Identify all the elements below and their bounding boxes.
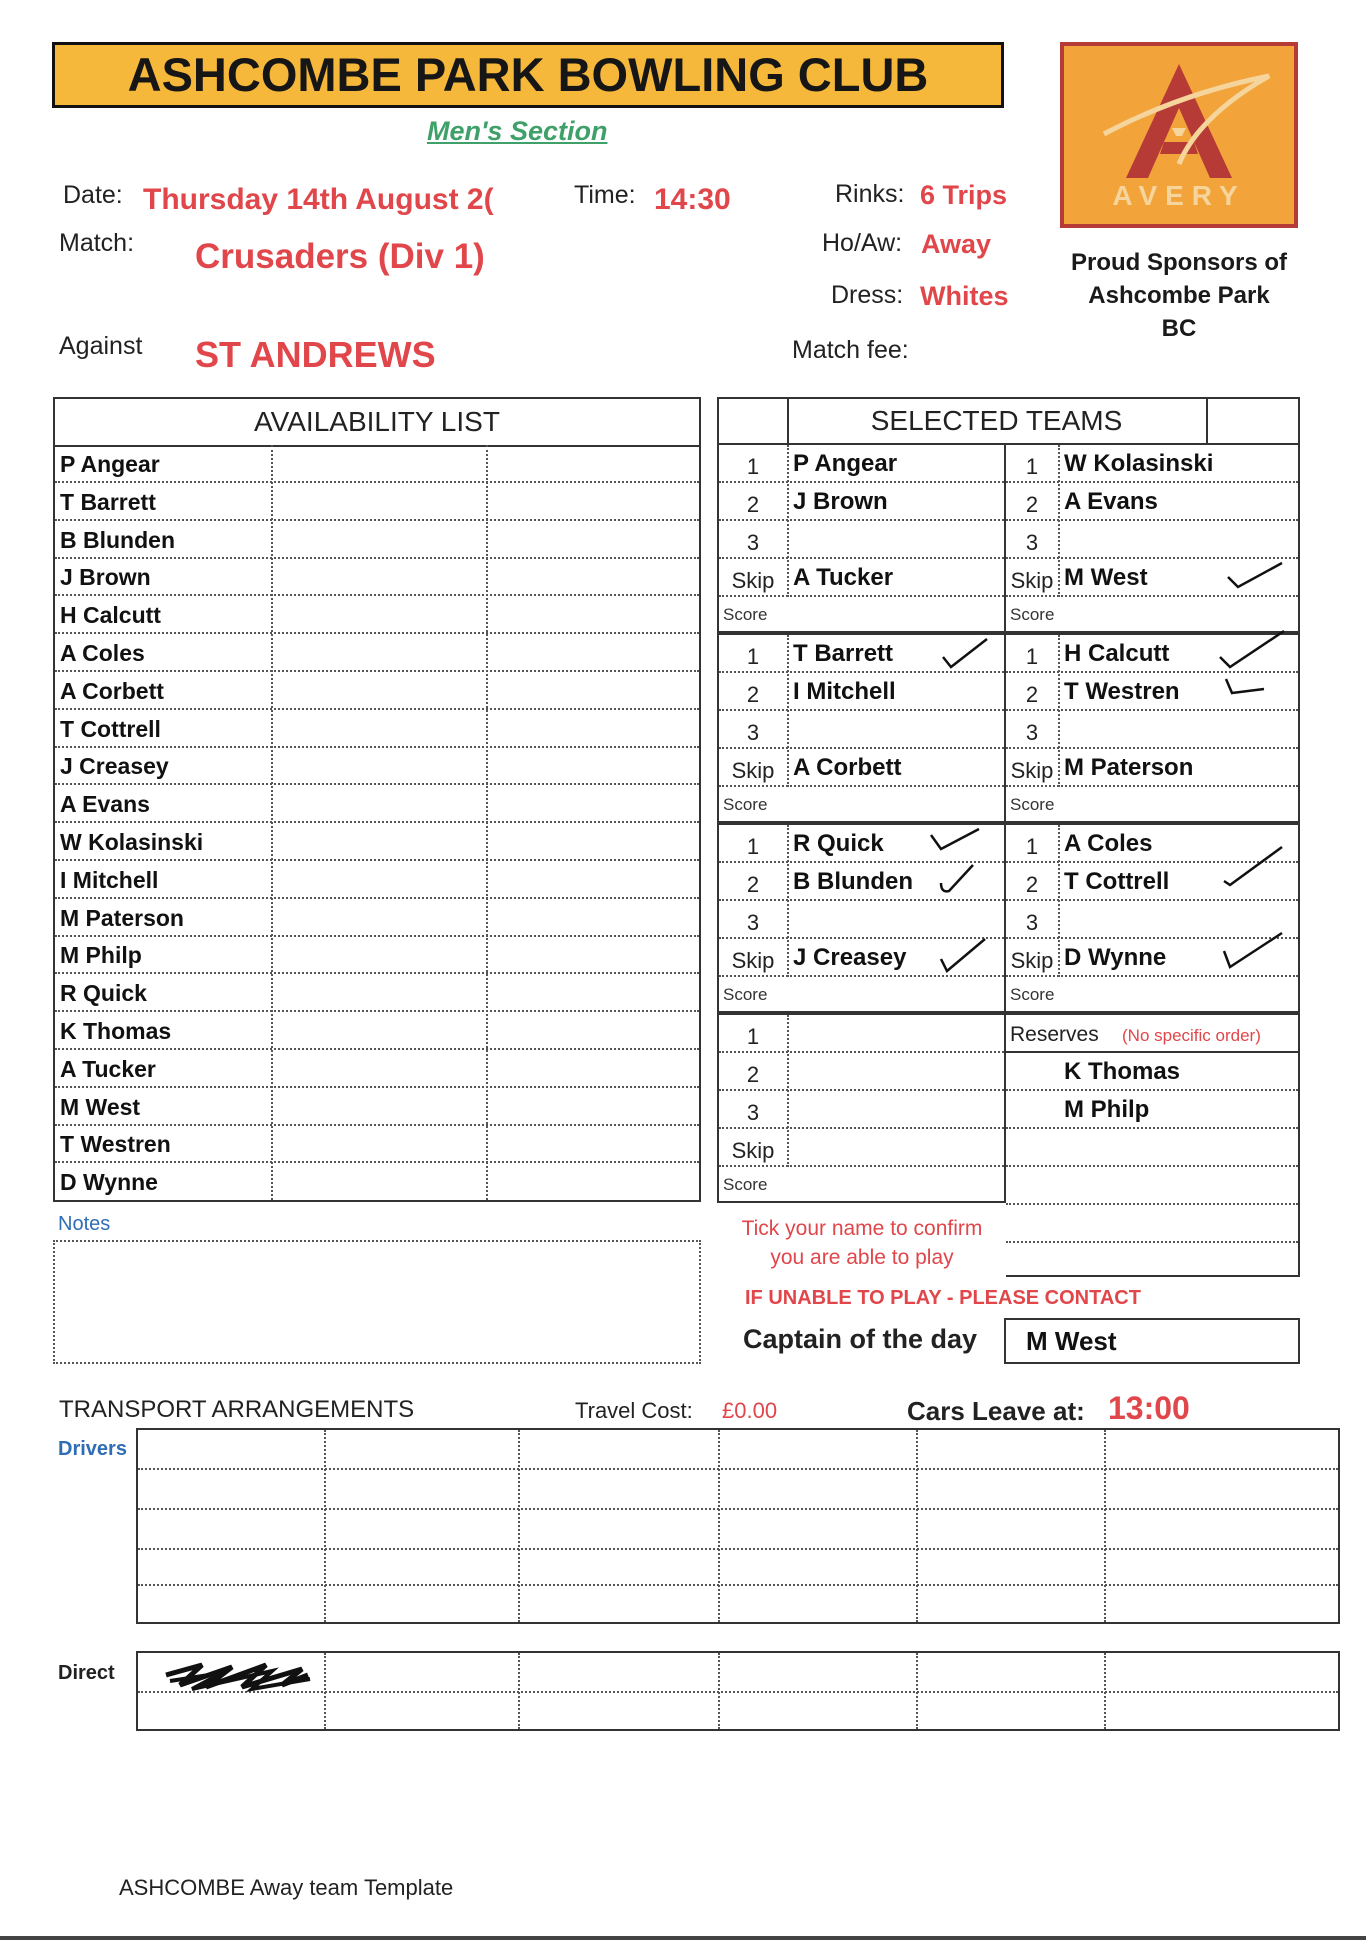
avery-logo — [1060, 42, 1298, 228]
skip-label: Skip — [1010, 948, 1054, 973]
availability-row[interactable] — [55, 785, 699, 823]
player-name: H Calcutt — [60, 602, 161, 629]
player-name: A Evans — [60, 791, 150, 818]
team-player-name: B Blunden — [793, 868, 913, 895]
team-box — [1006, 823, 1300, 1013]
drivers-label: Drivers — [58, 1438, 127, 1460]
availability-title: AVAILABILITY LIST — [55, 399, 699, 447]
cars-leave-label: Cars Leave at: — [907, 1396, 1085, 1426]
player-name: T Barrett — [60, 488, 156, 515]
score-label: Score — [723, 1175, 768, 1194]
availability-row[interactable] — [55, 1088, 699, 1126]
rinks-label: Rinks: — [835, 180, 905, 208]
availability-row[interactable] — [55, 672, 699, 710]
checkmark-icon — [941, 635, 1001, 671]
player-name: D Wynne — [60, 1169, 158, 1196]
team-player-name: A Corbett — [793, 754, 902, 781]
date-label: Date: — [63, 181, 123, 209]
player-name: B Blunden — [60, 526, 175, 553]
match-label: Match: — [59, 229, 135, 257]
score-label: Score — [1010, 795, 1055, 814]
sponsor-line: BC — [1161, 315, 1197, 342]
player-name: T Westren — [60, 1131, 171, 1158]
team-row[interactable] — [719, 1015, 1004, 1053]
team-row[interactable] — [1006, 711, 1298, 749]
player-name: J Creasey — [60, 753, 169, 780]
score-label: Score — [1010, 605, 1055, 624]
against-label: Against — [59, 332, 143, 360]
position-number: 2 — [746, 492, 760, 517]
direct-label: Direct — [58, 1662, 115, 1684]
travel-cost-value: £0.00 — [722, 1398, 778, 1423]
dress-value: Whites — [920, 281, 1009, 311]
reserves-label: Reserves — [1010, 1023, 1099, 1046]
availability-row[interactable] — [55, 596, 699, 634]
reserve-row[interactable] — [1006, 1167, 1298, 1205]
player-name: M West — [60, 1093, 141, 1120]
team-player-name: T Barrett — [793, 640, 894, 667]
cars-leave-value: 13:00 — [1108, 1390, 1190, 1426]
column-divider — [486, 445, 488, 1200]
score-label: Score — [723, 795, 768, 814]
availability-list — [53, 397, 701, 1202]
footer-text: ASHCOMBE Away team Template — [119, 1875, 454, 1900]
column-divider — [718, 1430, 720, 1622]
position-number: 1 — [746, 454, 760, 479]
selected-teams-title: SELECTED TEAMS — [870, 405, 1123, 436]
sponsor-text — [1052, 246, 1306, 345]
team-player-name: A Evans — [1064, 488, 1158, 515]
player-name: A Coles — [60, 640, 145, 666]
player-name: K Thomas — [60, 1018, 172, 1044]
team-row[interactable] — [719, 901, 1004, 939]
tick-instructions — [712, 1214, 1012, 1272]
reserve-row[interactable] — [1006, 1129, 1298, 1167]
row-divider — [138, 1468, 1338, 1470]
team-row[interactable] — [719, 1091, 1004, 1129]
rinks-value: 6 Trips — [920, 180, 1008, 210]
reserves-header — [1006, 1015, 1298, 1053]
position-number: 1 — [746, 1024, 760, 1049]
hoaw-label: Ho/Aw: — [822, 229, 903, 257]
team-row[interactable] — [719, 1129, 1004, 1167]
team-player-name: A Coles — [1064, 830, 1153, 857]
column-divider — [324, 1430, 326, 1622]
score-label: Score — [723, 605, 768, 624]
team-box — [1006, 633, 1300, 823]
tick-line: you are able to play — [770, 1246, 954, 1269]
hoaw-value: Away — [921, 229, 992, 259]
selected-teams-header — [717, 397, 1300, 445]
availability-row[interactable] — [55, 634, 699, 672]
team-box — [717, 823, 1006, 1013]
availability-row[interactable] — [55, 710, 699, 748]
availability-row[interactable] — [55, 823, 699, 861]
team-player-name: M West — [1064, 564, 1148, 591]
match-value: Crusaders (Div 1) — [195, 237, 485, 276]
reserves-box — [1006, 1013, 1300, 1277]
unable-to-play-message: IF UNABLE TO PLAY - PLEASE CONTACT — [745, 1287, 1141, 1309]
position-number: 2 — [746, 682, 760, 707]
dress-label: Dress: — [831, 281, 904, 309]
team-player-name: I Mitchell — [793, 678, 896, 705]
reserve-name: M Philp — [1064, 1096, 1150, 1123]
checkmark-icon — [1222, 675, 1268, 699]
score-label: Score — [723, 985, 768, 1004]
player-name: A Corbett — [60, 677, 164, 704]
sponsor-line: Ashcombe Park — [1088, 282, 1270, 309]
team-row[interactable] — [719, 711, 1004, 749]
position-number: 3 — [746, 1100, 760, 1125]
player-name: A Tucker — [60, 1055, 156, 1082]
drivers-grid — [136, 1428, 1340, 1624]
team-row[interactable] — [1006, 445, 1298, 483]
team-player-name: R Quick — [793, 830, 884, 857]
position-number: 3 — [1025, 530, 1039, 555]
header-divider — [1206, 399, 1208, 443]
score-label: Score — [1010, 985, 1055, 1004]
player-name: R Quick — [60, 980, 147, 1007]
team-row[interactable] — [719, 749, 1004, 787]
position-number: 1 — [1025, 644, 1039, 669]
time-label: Time: — [574, 181, 636, 209]
redaction-scribble — [162, 1659, 312, 1693]
availability-row[interactable] — [55, 1012, 699, 1050]
skip-label: Skip — [731, 758, 775, 783]
availability-row[interactable] — [55, 521, 699, 559]
team-box — [717, 443, 1006, 633]
team-row[interactable] — [1006, 749, 1298, 787]
availability-row[interactable] — [55, 483, 699, 521]
notes-label: Notes — [58, 1213, 111, 1235]
position-number: 1 — [746, 644, 760, 669]
position-number: 3 — [746, 910, 760, 935]
transport-title: TRANSPORT ARRANGEMENTS — [59, 1396, 415, 1423]
team-row[interactable] — [719, 445, 1004, 483]
row-divider — [138, 1584, 1338, 1586]
checkmark-icon — [1222, 841, 1286, 891]
against-value: ST ANDREWS — [195, 334, 436, 375]
position-number: 3 — [746, 530, 760, 555]
team-box — [1006, 443, 1300, 633]
reserve-row[interactable] — [1006, 1091, 1298, 1129]
position-number: 3 — [746, 720, 760, 745]
team-player-name: P Angear — [793, 450, 898, 477]
section-subtitle: Men's Section — [427, 116, 608, 146]
column-divider — [1104, 1430, 1106, 1622]
availability-row[interactable] — [55, 1050, 699, 1088]
team-row[interactable] — [1006, 521, 1298, 559]
spare-team-box — [717, 1013, 1006, 1203]
checkmark-icon — [1226, 557, 1286, 593]
availability-row[interactable] — [55, 936, 699, 974]
position-number: 2 — [746, 1062, 760, 1087]
column-divider — [518, 1430, 520, 1622]
travel-cost-label: Travel Cost: — [575, 1398, 693, 1423]
checkmark-icon — [935, 861, 979, 897]
player-name: P Angear — [60, 451, 160, 477]
team-row[interactable] — [1006, 483, 1298, 521]
position-number: 2 — [746, 872, 760, 897]
reserves-note: (No specific order) — [1122, 1026, 1261, 1045]
skip-label: Skip — [731, 568, 775, 593]
notes-box[interactable] — [53, 1240, 701, 1364]
availability-row[interactable] — [55, 974, 699, 1012]
direct-grid — [136, 1651, 1340, 1731]
team-box — [717, 633, 1006, 823]
availability-row[interactable] — [55, 445, 699, 483]
position-number: 2 — [1025, 492, 1039, 517]
position-number: 1 — [746, 834, 760, 859]
player-name: M Paterson — [60, 904, 184, 931]
player-name: M Philp — [60, 942, 142, 969]
reserve-row[interactable] — [1006, 1053, 1298, 1091]
bottom-edge — [0, 1936, 1366, 1940]
availability-row[interactable] — [55, 1125, 699, 1163]
player-name: I Mitchell — [60, 866, 159, 893]
selected-teams — [717, 397, 1300, 1205]
checkmark-icon — [929, 825, 985, 857]
tick-line: Tick your name to confirm — [741, 1217, 983, 1240]
position-number: 3 — [1025, 720, 1039, 745]
team-row[interactable] — [719, 673, 1004, 711]
column-divider — [271, 445, 273, 1200]
availability-row[interactable] — [55, 1163, 699, 1201]
position-number: 2 — [1025, 682, 1039, 707]
match-fee-label: Match fee: — [792, 336, 909, 364]
date-value: Thursday 14th August 2( — [143, 183, 494, 216]
availability-row[interactable] — [55, 747, 699, 785]
reserve-name: K Thomas — [1064, 1058, 1181, 1085]
player-name: T Cottrell — [60, 715, 161, 742]
team-player-name: A Tucker — [793, 564, 894, 591]
captain-name: M West — [1026, 1326, 1117, 1356]
column-divider — [916, 1430, 918, 1622]
team-player-name: T Cottrell — [1064, 868, 1170, 895]
team-row[interactable] — [719, 521, 1004, 559]
captain-box — [1004, 1318, 1300, 1364]
checkmark-icon — [1218, 627, 1288, 673]
row-divider — [138, 1548, 1338, 1550]
team-player-name: M Paterson — [1064, 754, 1194, 781]
time-value: 14:30 — [654, 183, 731, 216]
position-number: 1 — [1025, 834, 1039, 859]
team-player-name: W Kolasinski — [1064, 450, 1214, 477]
position-number: 3 — [1025, 910, 1039, 935]
team-row[interactable] — [719, 483, 1004, 521]
availability-row[interactable] — [55, 899, 699, 937]
sponsor-line: Proud Sponsors of — [1071, 249, 1287, 276]
checkmark-icon — [1222, 929, 1286, 975]
skip-label: Skip — [1010, 568, 1054, 593]
team-player-name: T Westren — [1064, 678, 1180, 705]
checkmark-icon — [939, 935, 991, 977]
club-title: ASHCOMBE PARK BOWLING CLUB — [52, 42, 1004, 108]
availability-row[interactable] — [55, 558, 699, 596]
row-divider — [138, 1691, 1338, 1693]
skip-label: Skip — [731, 948, 775, 973]
player-name: J Brown — [60, 564, 151, 591]
captain-label: Captain of the day — [743, 1324, 978, 1354]
player-name: W Kolasinski — [60, 829, 204, 855]
team-player-name: H Calcutt — [1064, 640, 1170, 667]
team-row[interactable] — [719, 559, 1004, 597]
availability-row[interactable] — [55, 861, 699, 899]
team-player-name: J Brown — [793, 488, 888, 515]
position-number: 1 — [1025, 454, 1039, 479]
team-row[interactable] — [719, 1053, 1004, 1091]
team-player-name: J Creasey — [793, 944, 907, 971]
reserve-row[interactable] — [1006, 1205, 1298, 1243]
row-divider — [138, 1508, 1338, 1510]
position-number: 2 — [1025, 872, 1039, 897]
skip-label: Skip — [731, 1138, 775, 1163]
logo-text: AVERY — [1112, 180, 1246, 211]
skip-label: Skip — [1010, 758, 1054, 783]
team-player-name: D Wynne — [1064, 944, 1167, 971]
